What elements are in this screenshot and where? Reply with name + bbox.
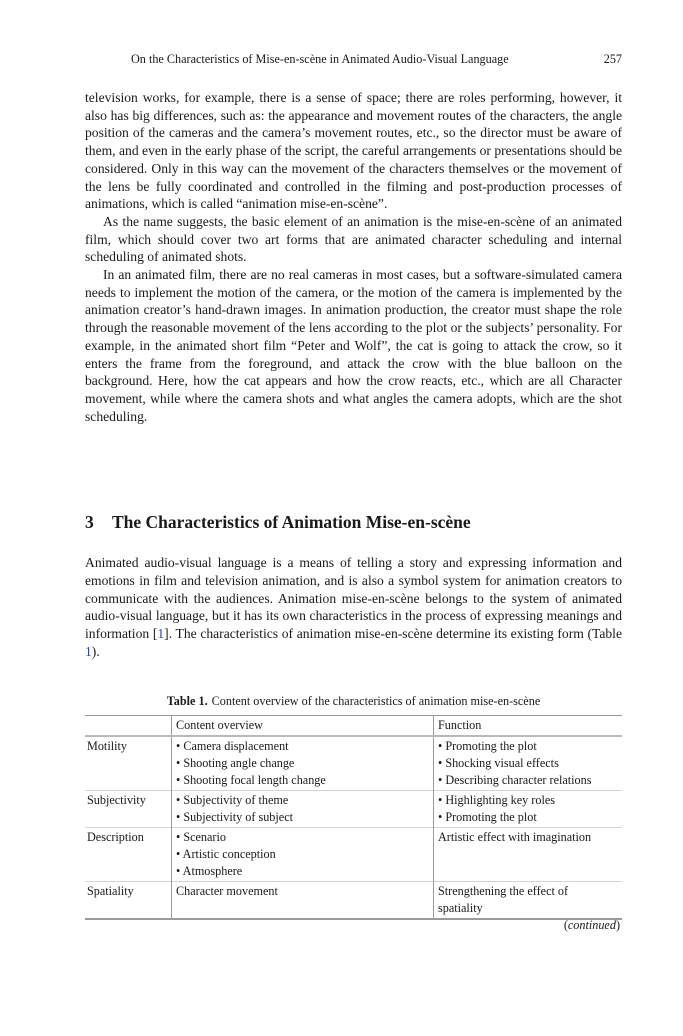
section-title: The Characteristics of Animation Mise-en-scène (112, 512, 471, 532)
table-caption (85, 694, 622, 709)
cell-line: • Subjectivity of theme (176, 793, 289, 807)
row-label: Subjectivity (87, 793, 146, 807)
table-row (85, 791, 622, 828)
content-cell (172, 882, 434, 920)
text-run: ]. The characteristics of animation mise-en-scène determine its existing form (Table (164, 626, 622, 642)
content-cell (172, 736, 434, 791)
body-text (85, 89, 622, 425)
cell-line: • Shooting focal length change (176, 773, 326, 787)
paragraph-2: As the name suggests, the basic element of an animation is the mise-en-scène of an animated film, which should cover two art forms that are animated character scheduling and internal scheduling of animated shots. (85, 213, 622, 265)
function-cell (434, 791, 623, 828)
characteristics-table (85, 715, 622, 920)
cell-line: • Shooting angle change (176, 756, 295, 770)
column-header-content: Content overview (172, 716, 434, 737)
page-number: 257 (603, 52, 622, 66)
cell-line: • Promoting the plot (438, 739, 537, 753)
cell-line: • Promoting the plot (438, 810, 537, 824)
function-cell (434, 736, 623, 791)
section-paragraph (85, 554, 622, 661)
table-reference-link[interactable]: 1 (85, 643, 92, 659)
paragraph-3: In an animated film, there are no real cameras in most cases, but a software-simulated camera needs to implement the motion of the camera, or the motion of the camera is implemented by the animation creator’s hand-drawn images. In animation production, the creator must shape the role through the reasonable movement of the lens according to the plot or the subjects’ personality. For example, in the animated short film “Peter and Wolf”, the cat is going to attack the crow, so it enters the frame from the foreground, and attack the crow with the blue balloon on the background. Here, how the cat appears and how the crow reacts, etc., which are all Character movement, while where the camera shots and what angles the camera adopts, which are the shot scheduling. (85, 267, 622, 424)
cell-line: • Shocking visual effects (438, 756, 559, 770)
continued-label: continued (567, 918, 616, 932)
cell-line: • Describing character relations (438, 773, 592, 787)
content-cell (172, 791, 434, 828)
function-cell (434, 882, 623, 920)
cell-line: Strengthening the effect of (438, 884, 569, 898)
row-label: Motility (87, 739, 127, 753)
table-row (85, 882, 622, 920)
content-cell (172, 828, 434, 882)
function-cell (434, 828, 623, 882)
text-run: ). (91, 643, 100, 659)
cell-line: Character movement (176, 884, 278, 898)
table-caption-label: Table 1. (166, 694, 208, 708)
cell-line: spatiality (438, 901, 483, 915)
paragraph-1: television works, for example, there is a sense of space; there are roles performing, however, it also has big differences, such as: the appearance and movement routes of the characters, the angle position of the cameras and the camera’s movement routes, etc., so the director must be aware of them, and even in the early phase of the script, the careful arrangements or presentations should be considered. Only in this way can the movement of the characters themselves or the movement of the lens be fully coordinated and controlled in the filming and post-production processes of animations, which is called “animation mise-en-scène”. (85, 90, 622, 212)
running-title: On the Characteristics of Mise-en-scène in Animated Audio-Visual Language (131, 52, 509, 66)
cell-line: • Highlighting key roles (438, 793, 555, 807)
section-number: 3 (85, 512, 94, 532)
table-row (85, 828, 622, 882)
column-header-function: Function (434, 716, 623, 737)
citation-link[interactable]: 1 (157, 626, 165, 642)
cell-line: • Scenario (176, 830, 226, 844)
text-run: Animated audio-visual language is a means of telling a story and expressing information and emotions in film and television animation, and is also a symbol system for animation creators to communicate with the audiences. Animation mise-en-scène belongs to the system of animated audio-visual language, but it has its own characteristics in the process of expressing meanings and information [ (85, 555, 622, 642)
table-header-row (85, 716, 622, 737)
cell-line: • Camera displacement (176, 739, 289, 753)
section-heading (85, 512, 471, 533)
cell-line: • Artistic conception (176, 847, 276, 861)
cell-line: Artistic effect with imagination (438, 830, 592, 844)
cell-line: • Subjectivity of subject (176, 810, 293, 824)
table-continued-note: (continued) (563, 918, 620, 932)
table-caption-text: Content overview of the characteristics of animation mise-en-scène (211, 694, 541, 708)
table-row (85, 736, 622, 791)
row-label: Description (87, 830, 144, 844)
cell-line: • Atmosphere (176, 864, 243, 878)
section-body (85, 554, 622, 661)
row-label: Spatiality (87, 884, 134, 898)
column-header-label (85, 716, 172, 737)
